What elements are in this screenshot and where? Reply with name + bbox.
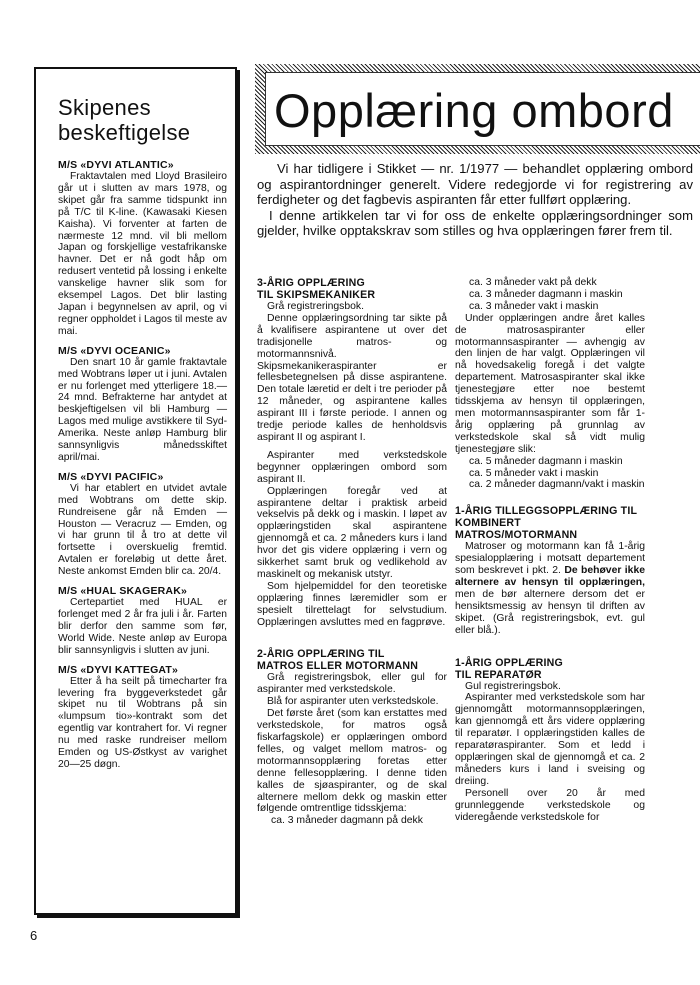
section-heading: 3-ÅRIG OPPLÆRING xyxy=(257,277,365,289)
article-column-2 xyxy=(455,277,645,823)
section-heading: TIL SKIPSMEKANIKER xyxy=(257,289,376,301)
spacer xyxy=(257,628,447,648)
schedule-item: ca. 3 måneder vakt i maskin xyxy=(469,300,599,312)
paragraph: Det første året (som kan erstattes med verkstedskole, for matros også fiskarfagskole) er opplæringen ombord felles, og valget mellom matros- og motormannsopplæring foretas etter denne fellesopplæring. I denne tiden kalles de sjøaspiranter, og de skal alternere mellom dekk og maskin etter følgende omtrentlige tidsskjema: xyxy=(257,708,447,815)
section-heading: M/S «DYVI ATLANTIC» xyxy=(58,159,174,171)
schedule-item: ca. 3 måneder vakt på dekk xyxy=(469,277,597,288)
sidebar-box xyxy=(34,67,237,915)
section-heading: 1-ÅRIG OPPLÆRING xyxy=(455,656,563,669)
section-heading: MATROS ELLER MOTORMANN xyxy=(257,660,419,673)
sidebar-section-kattegat xyxy=(58,664,227,771)
schedule-item: ca. 2 måneder dagmann/vakt i maskin xyxy=(469,479,645,491)
article-intro xyxy=(257,161,693,239)
article-title: Opplæring ombord xyxy=(274,84,674,137)
intro-paragraph: I denne artikkelen tar vi for oss de enkelte opplæringsordninger som gjelder, hvilke opptakskrav som stilles og hva opplæringen fører frem til. xyxy=(257,207,693,238)
schedule-item: ca. 3 måneder dagmann i maskin xyxy=(469,288,623,300)
schedule-item: ca. 5 måneder dagmann i maskin xyxy=(469,455,623,467)
section-heading: TIL REPARATØR xyxy=(455,668,542,681)
paragraph: Grå registreringsbok, eller gul for aspiranter med verkstedskole. xyxy=(257,672,447,696)
sidebar-section-skagerak xyxy=(58,585,227,657)
title-frame xyxy=(265,72,700,146)
paragraph: Aspiranter med verkstedskole begynner opplæringen ombord som aspirant II. xyxy=(257,449,447,485)
section-text: Den snart 10 år gamle fraktavtale med Wobtrans løper ut i juni. Avtalen er nu forlenget med ytterligere 18.—24 mnd. Befrakterne har antydet at beskjeftigelsen vil bli Hamburg — Lagos med mulige avstikkere til Syd-Amerika. Neste anløp Hamburg blir sannsynligvis månedsskiftet april/mai. xyxy=(58,356,227,463)
schedule-item: ca. 5 måneder vakt i maskin xyxy=(469,467,599,479)
sidebar-section-pacific xyxy=(58,471,227,578)
section-heading: M/S «DYVI PACIFIC» xyxy=(58,470,164,483)
sidebar-title: Skipenes beskeftigelse xyxy=(58,95,191,145)
section-text: Certepartiet med HUAL er forlenget med 2 år fra juli i år. Farten blir derfor den samme som før, World Wide. Neste anløp av Europa blir sannsynligvis i slutten av juni. xyxy=(58,597,227,656)
sidebar-section-oceanic xyxy=(58,345,227,464)
paragraph: Matroser og motormann kan få 1-årig spesialopplæring i motsatt departement som beskrevet i pkt. 2. De behøver ikke alternere av hensyn til opplæringen, men de bør alternere dersom det er hensiktsmessig av hensyn til driften av skipet. (Grå registreringsbok, evt. gul eller blå.). xyxy=(455,541,645,636)
paragraph: Som hjelpemiddel for den teoretiske opplæring finnes læremidler som er spesielt tilrettelagt for selvstudium. Opplæringen avsluttes med en fagprøve. xyxy=(257,580,447,628)
section-heading: 1-ÅRIG TILLEGGSOPPLÆRING TIL xyxy=(455,505,638,518)
paragraph: Aspiranter med verkstedskole som har gjennomgått motormannsopplæringen, kan gjennomgå ett års videre opplæring til reparatør. I opplæringstiden kalles de reparatøraspiranter. Som et ledd i opplæringen skal de gjennomgå et ca. 2 måneders kurs i land i sveising og dreiing. xyxy=(455,692,645,787)
paragraph: Opplæringen foregår ved at aspirantene deltar i praktisk arbeid vekselvis på dekk og i maskin. I løpet av opplæringstiden skal aspirantene gjennomgå et ca. 2 måneders kurs i land hvor det gis videre opplæring i vern og sikkerhet samt bruk og vedlikehold av maskinelt og mekanisk utstyr. xyxy=(257,485,447,580)
section-text: Etter å ha seilt på timecharter fra levering fra byggeverkstedet går skipet nu til Wobtrans på sin «lumpsum tio»-kontrakt som det egentlig var kontrahert for. Vi regner nu med raske rundreiser mellom Emden og US-Østkyst av varighet 20—25 døgn. xyxy=(58,675,227,770)
paragraph: Grå registreringsbok. xyxy=(267,301,365,312)
schedule-item: ca. 3 måneder dagmann på dekk xyxy=(271,815,423,827)
section-heading: M/S «DYVI KATTEGAT» xyxy=(58,663,179,676)
paragraph: Blå for aspiranter uten verkstedskole. xyxy=(267,696,439,708)
section-heading: M/S «DYVI OCEANIC» xyxy=(58,344,171,357)
section-heading: 2-ÅRIG OPPLÆRING TIL xyxy=(257,648,385,661)
title-banner xyxy=(255,64,700,154)
section-text: Fraktavtalen med Lloyd Brasileiro går ut i slutten av mars 1978, og skipet går fra samme tidspunkt inn på T/C til K-line. (Kawasaki Kiesen Kaisha). Vi forventer at farten de nærmeste 12 mnd. vil bli mellom Japan og forskjellige vestafrikanske havner. Det er nå godt håp om redusert ventetid på lossing i enkelte vanskelige havner slik som for eksempel Lagos. Det blir lasting Japan i begynnelsen av april, og vi regner oppholdet i Lagos til meste av mai. xyxy=(58,171,227,337)
paragraph: Personell over 20 år med grunnleggende verkstedskole og videregående verkstedskole for xyxy=(455,787,645,823)
section-heading: KOMBINERT MATROS/MOTORMANN xyxy=(455,517,578,542)
section-text: Vi har etablert en utvidet avtale med Wobtrans om dette skip. Rundreisene går nå Emden — Houston — Veracruz — Emden, og vi har grunn til å tro at dette vil fortsette i overskuelig fremtid. Avtalen er foreløbig ut dette året. Neste ankomst Emden blir ca. 20/4. xyxy=(58,482,227,578)
sidebar-section-atlantic xyxy=(58,159,227,338)
section-heading: M/S «HUAL SKAGERAK» xyxy=(58,585,188,598)
article-column-1 xyxy=(257,277,447,827)
spacer xyxy=(455,491,645,505)
spacer xyxy=(455,637,645,657)
intro-paragraph: Vi har tidligere i Stikket — nr. 1/1977 — behandlet opplæring ombord og aspirantordninger generelt. Videre redegjorde vi for registrering av ferdigheter og det fagbevis aspiranten får etter fullført opplæring. xyxy=(257,161,693,207)
paragraph: Under opplæringen andre året kalles de matrosaspiranter eller motormannsaspiranter — avhengig av den linjen de har valgt. Opplæringen vil nå hovedsakelig foregå i det valgte departement. Matrosaspiranter skal ikke tjenestegjøre etter noe bestemt tidsskjema av hensyn til opplæringen, men motormannsaspiranter som får 1-årig opplæring på grunnlag av verkstedskole skal så vidt mulig tjenestegjøre slik: xyxy=(455,312,645,455)
page-number: 6 xyxy=(30,928,38,943)
paragraph: Denne opplæringsordning tar sikte på å kvalifisere aspirantene ut over det tradisjonelle matros- og motormannsnivå. Skipsmekanikeraspiranter er fellesbetegnelsen på disse aspirantene. Den totale læretid er delt i tre perioder på 12 måneder, og aspirantene kalles aspirant III i første periode. I annen og tredje periode kalles de henholdsvis aspirant II og aspirant I. xyxy=(257,312,447,443)
emphasis-text: De behøver ikke alternere av hensyn til opplæringen, xyxy=(455,565,645,589)
paragraph: Gul registreringsbok. xyxy=(465,680,561,692)
